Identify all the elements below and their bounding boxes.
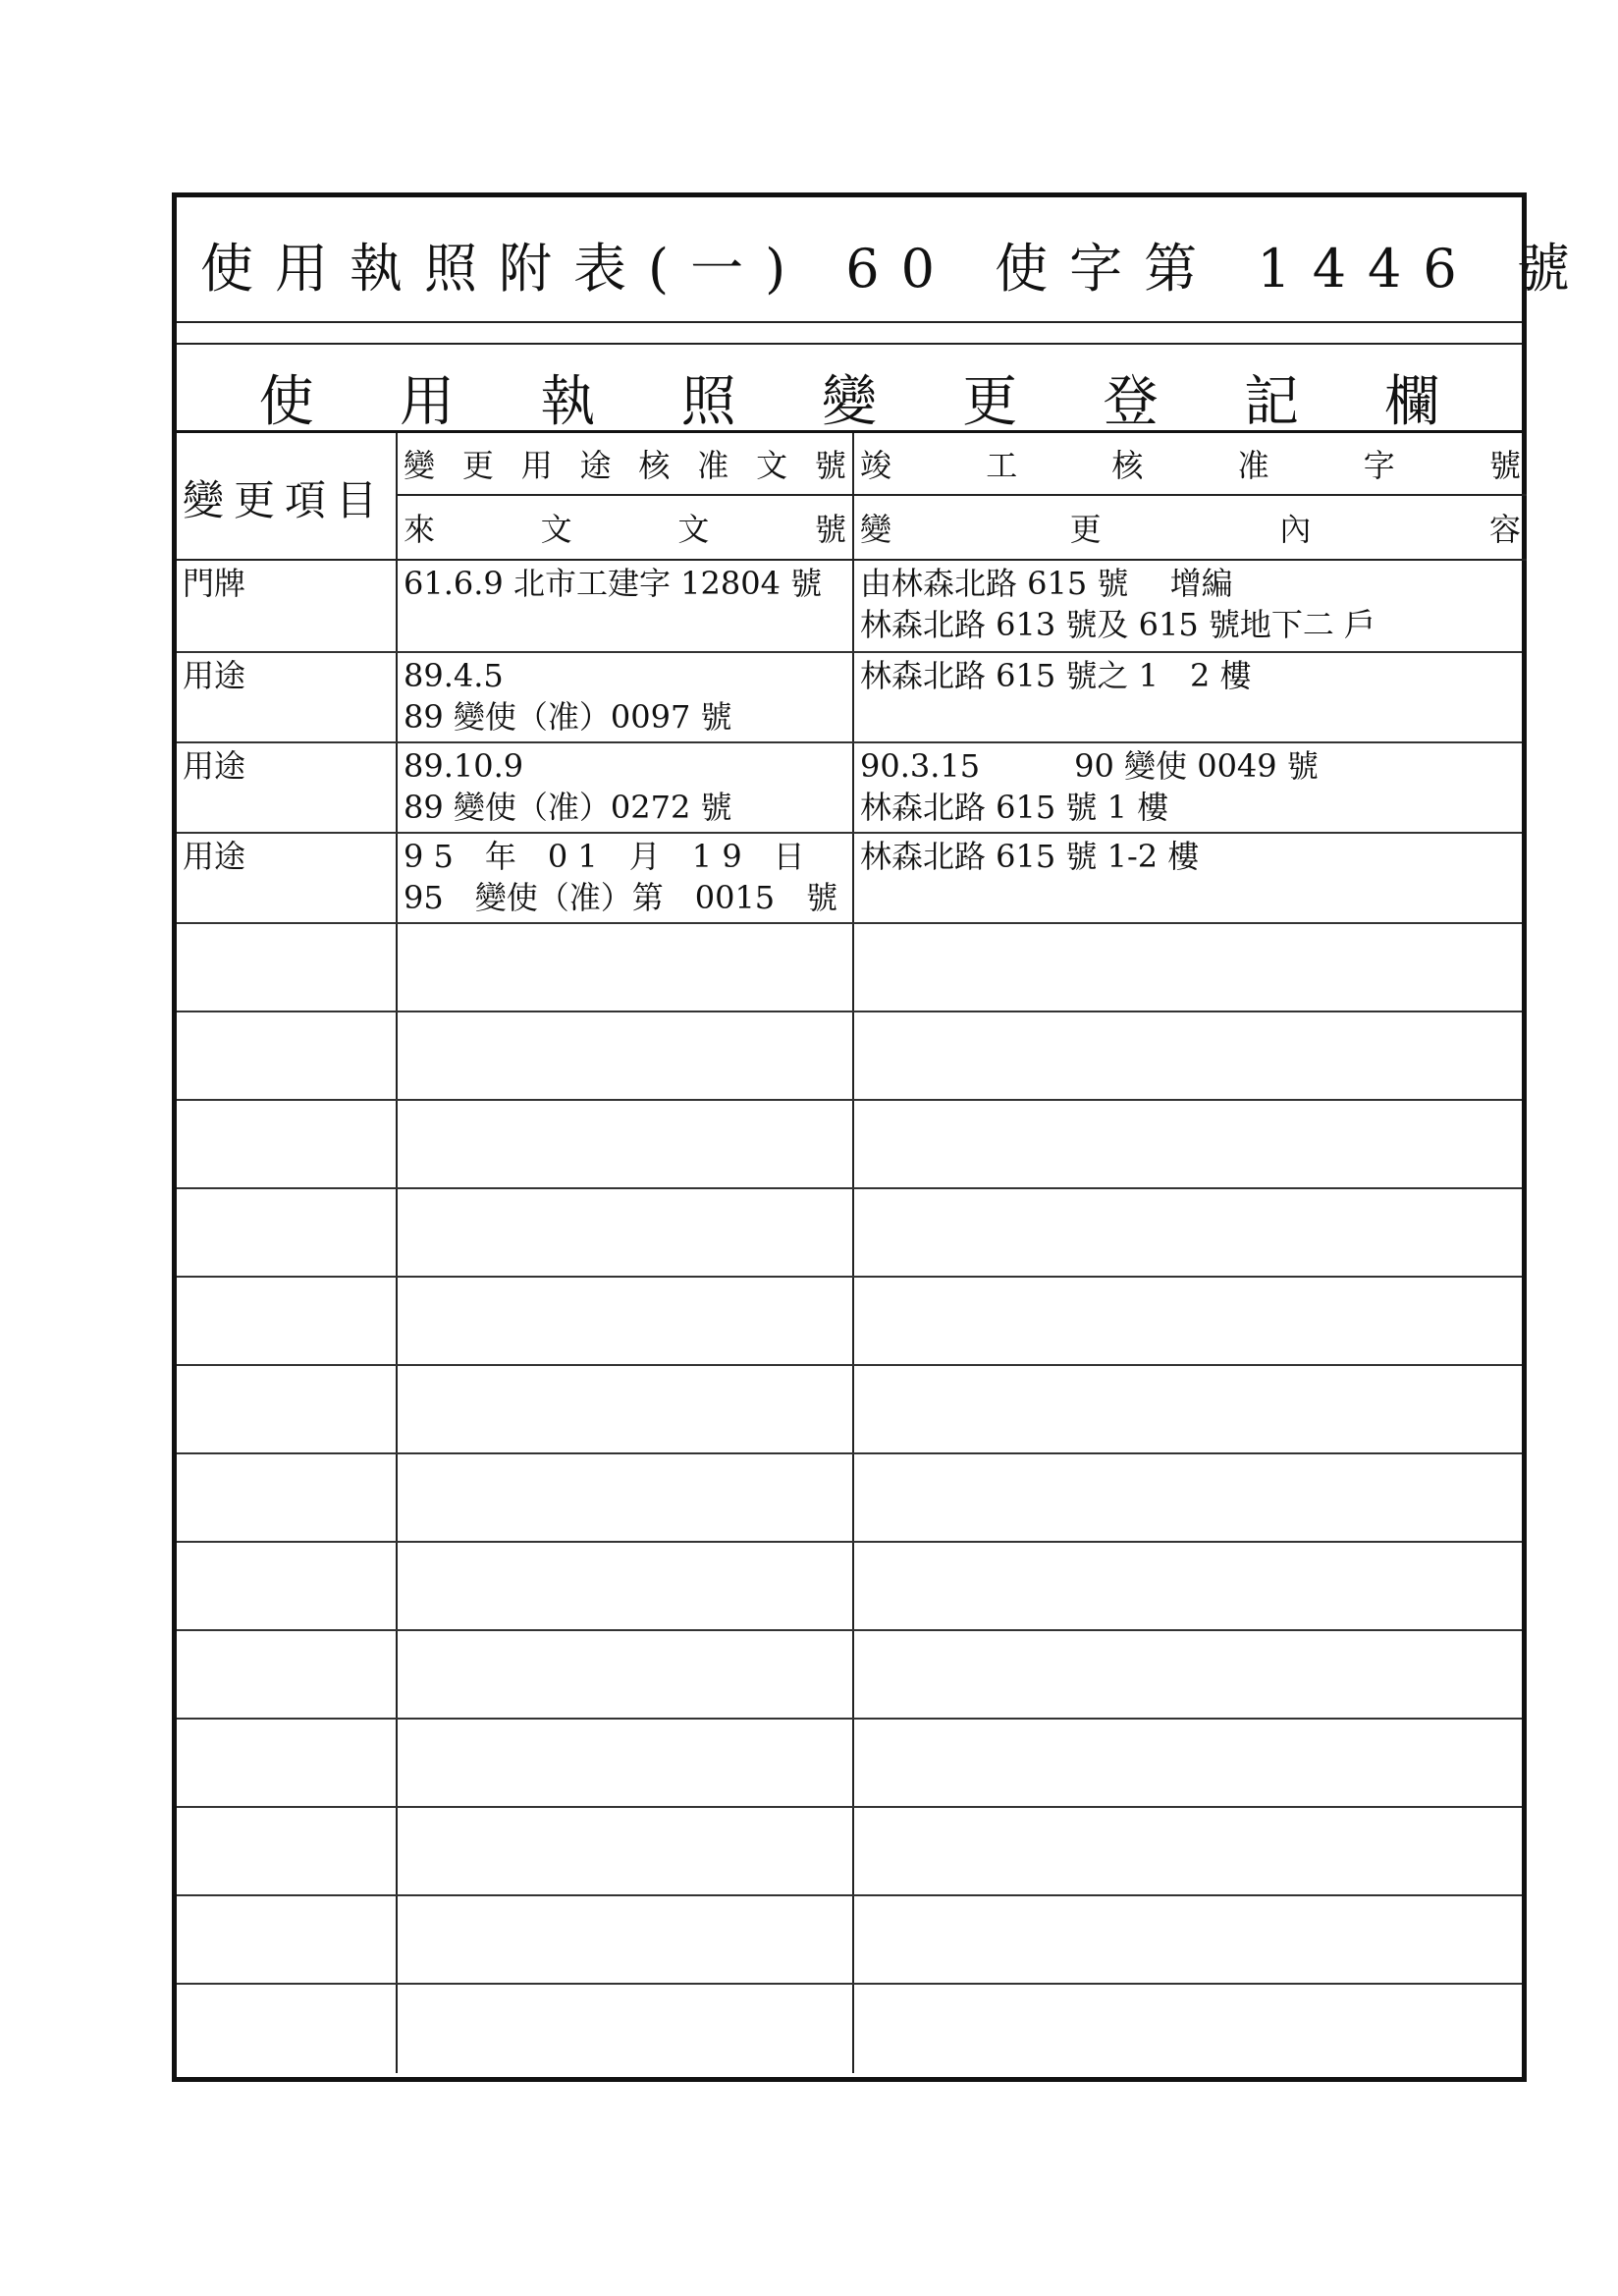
row-doc: 61.6.9 北市工建字 12804 號	[398, 561, 854, 651]
banner-char: 變	[821, 370, 877, 434]
header-change-item	[177, 433, 398, 561]
banner-char: 執	[540, 370, 596, 434]
row-doc: 89.10.9 89 變使（准）0272 號	[398, 743, 854, 832]
empty-row	[177, 1012, 1522, 1101]
empty-row	[177, 1631, 1522, 1720]
table-row	[177, 834, 1522, 924]
banner-char: 更	[962, 370, 1018, 434]
banner-char: 登	[1103, 370, 1159, 434]
banner-char: 欄	[1384, 370, 1440, 434]
form-title: 使用執照附表(一) 60 使字第 1446 號	[200, 238, 1591, 300]
row-content: 林森北路 615 號 1-2 樓	[860, 838, 1200, 875]
empty-row	[177, 1808, 1522, 1896]
row-doc: 9 5 年 0 1 月 1 9 日 95 變使（准）第 0015 號	[398, 834, 854, 922]
header-completion-doc	[854, 433, 1527, 561]
banner-char: 使	[258, 370, 314, 434]
empty-row	[177, 1101, 1522, 1189]
row-item: 用途	[177, 834, 398, 922]
empty-row	[177, 1896, 1522, 1985]
completion-doc-label: 竣 工 核 准 字 號	[854, 433, 1527, 496]
empty-row	[177, 924, 1522, 1012]
change-item-label: 變更項目	[183, 476, 388, 524]
banner-char: 記	[1243, 370, 1299, 434]
form-frame	[172, 192, 1591, 2082]
empty-row	[177, 1278, 1522, 1366]
row-item: 門牌	[177, 561, 398, 651]
title-row	[177, 197, 1591, 323]
change-content-label: 變 更 內 容	[860, 511, 1521, 548]
incoming-doc-label: 來 文 文 號	[404, 511, 846, 548]
header-approval-doc	[398, 433, 854, 561]
row-content: 林森北路 615 號之 1 2 樓	[860, 657, 1252, 694]
table-row	[177, 561, 1522, 653]
empty-row	[177, 1189, 1522, 1278]
empty-row	[177, 1985, 1522, 2073]
table-row	[177, 653, 1522, 743]
banner-char: 用	[399, 370, 455, 434]
row-content: 90.3.15 90 變使 0049 號 林森北路 615 號 1 樓	[860, 747, 1319, 826]
row-content: 由林森北路 615 號 增編 林森北路 613 號及 615 號地下二 戶	[860, 565, 1376, 643]
row-doc: 89.4.5 89 變使（准）0097 號	[398, 653, 854, 741]
change-register-banner	[177, 358, 1522, 437]
table-row	[177, 743, 1522, 834]
empty-row	[177, 1454, 1522, 1543]
row-item: 用途	[177, 743, 398, 832]
banner-row	[177, 343, 1522, 433]
row-item: 用途	[177, 653, 398, 741]
approval-doc-label: 變 更 用 途 核 准 文 號	[398, 433, 852, 496]
empty-row	[177, 1720, 1522, 1808]
empty-row	[177, 1366, 1522, 1454]
empty-row	[177, 1543, 1522, 1631]
banner-char: 照	[680, 370, 736, 434]
